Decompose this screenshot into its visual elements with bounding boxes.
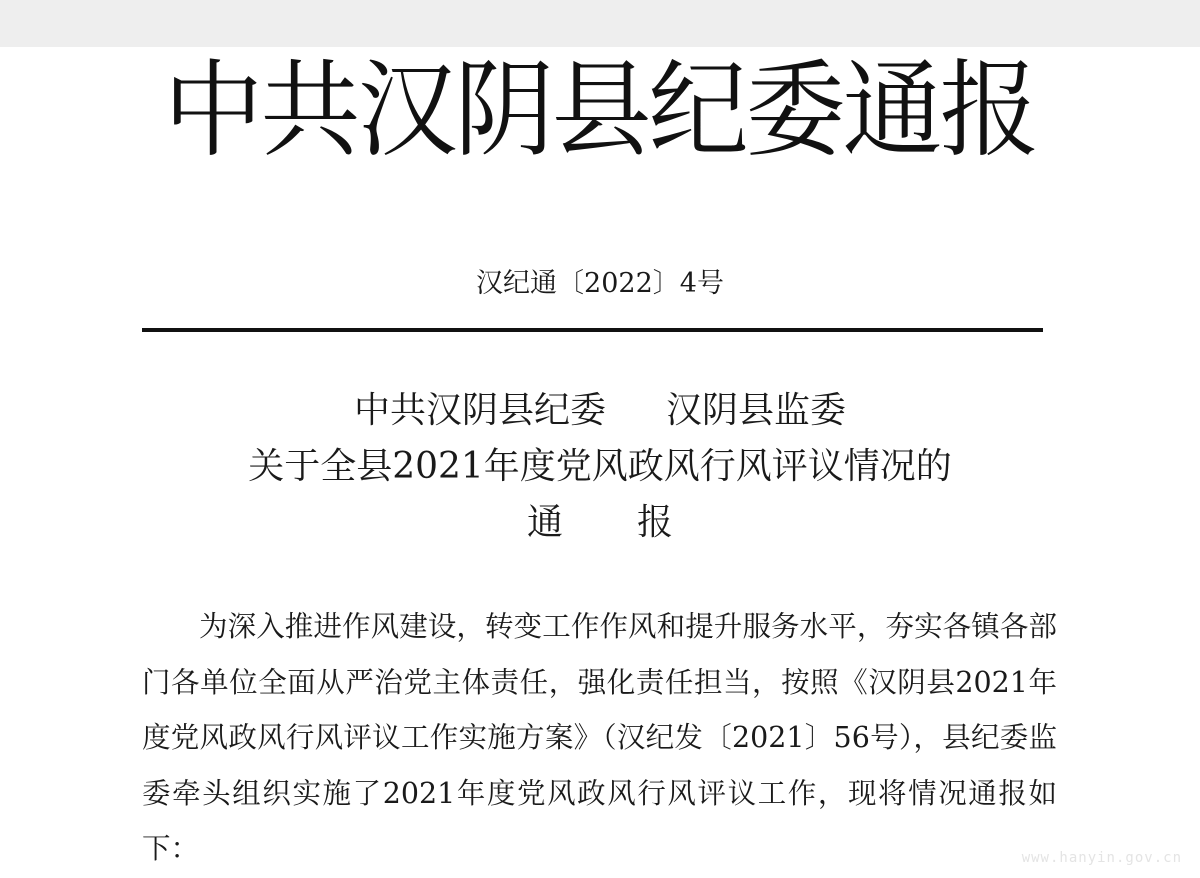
top-bar <box>0 0 1200 47</box>
document-page <box>0 47 1200 878</box>
header-separator-line <box>142 328 1043 332</box>
document-title <box>0 383 1200 551</box>
masthead-title: 中共汉阴县纪委通报 <box>163 49 1037 172</box>
body-paragraph: 为深入推进作风建设，转变工作作风和提升服务水平，夯实各镇各部门各单位全面从严治党主体责任，强化责任担当，按照《汉阴县2021年度党风政风行风评议工作实施方案》（汉纪发〔2021〕56号），县纪委监委牵头组织实施了2021年度党风政风行风评议工作，现将情况通报如下： <box>142 610 1057 865</box>
title-tail-line <box>0 495 1200 551</box>
title-issuers-line <box>0 383 1200 439</box>
title-issuer-2: 汉阴县监委 <box>666 390 847 431</box>
document-number: 汉纪通〔2022〕4号 <box>476 268 724 299</box>
title-tail-2: 报 <box>637 502 674 543</box>
title-subject-line: 关于全县2021年度党风政风行风评议情况的 <box>248 446 952 487</box>
title-tail-1: 通 <box>526 502 563 543</box>
site-watermark: www.hanyin.gov.cn <box>1021 850 1182 866</box>
title-issuer-1: 中共汉阴县纪委 <box>353 390 606 431</box>
